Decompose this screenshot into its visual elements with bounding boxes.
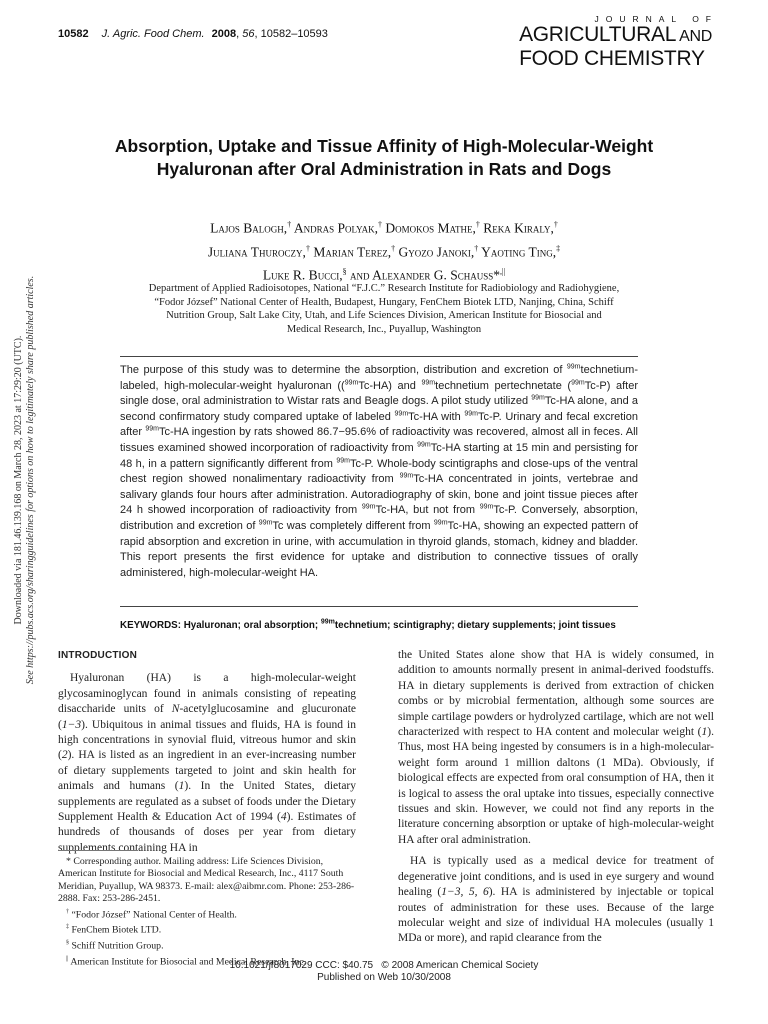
footnote-affiliation: § Schiff Nutrition Group. <box>66 939 164 952</box>
logo-journal-of: JOURNAL OF <box>594 14 718 24</box>
running-head: 10582 J. Agric. Food Chem. 2008, 56, 10582–10593 <box>58 28 328 40</box>
author-name: Luke R. Bucci, <box>262 267 343 283</box>
sharing-guidelines-link[interactable]: See https://pubs.acs.org/sharingguidelines for options on how to legitimately share published articles. <box>25 275 36 685</box>
page-footer <box>0 960 768 984</box>
intro-paragraph: Hyaluronan (HA) is a high-molecular-weight glycosaminoglycan found in animals consisting of repeating disaccharide units of N-acetylglucosamine and glucuronate (1−3). Ubiquitous in animal tissues and fluids, HA is found in high concentrations in synovial fluid, vitreous humor and skin (2). HA is listed as an ingredient in an ever-increasing number of dietary supplements targeted to joint and skin health for animals and humans (1). In the United States, dietary supplements are regulated as a subset of foods under the Dietary Supplement Health & Education Act of 1994 (4). Estimates of hundreds of thousands of doses per year from dietary supplements containing HA in <box>58 672 357 854</box>
author-name: Yaoting Ting, <box>481 244 557 259</box>
publication-date: Published on Web 10/30/2008 <box>317 972 451 983</box>
logo-agricultural: AGRICULTURAL <box>519 23 677 46</box>
author-name: Domokos Mathe, <box>385 220 476 236</box>
doi-copyright: 10.1021/jf8017029 CCC: $40.75 © 2008 American Chemical Society <box>229 960 539 971</box>
abstract: The purpose of this study was to determine the absorption, distribution and excretion of $^{99m}$technetium-labeled, high-molecular-weight hyaluronan (($^{99m}$Tc-HA) and $^{99m}$technetium pertechnetate ($^{99m}$Tc-P) after single dose, oral administration to Wistar rats and Beagle dogs. A pilot study utilized $^{99m}$Tc-HA alone, and a second confirmatory study compared uptake of labeled $^{99m}$Tc-HA with $^{99m}$Tc-P. Urinary and fecal excretion after $^{99m}$Tc-HA ingestion by rats showed 86.7−95.6% of radioactivity was recovered, almost all in feces. All tissues examined showed incorporation of radioactivity from $^{99m}$Tc-HA starting at 15 min and persisting for 48 h, in a pattern significantly different from $^{99m}$Tc-P. Whole-body scintigraphs and close-ups of the ventral chest region showed nonalimentary radioactivity from $^{99m}$Tc-HA concentrated in joints, vertebrae and salivary glands four hours after administration. Autoradiography of skin, bone and joint tissue pieces after 24 h showed incorporation of radioactivity from $^{99m}$Tc-HA, but not from $^{99m}$Tc-P. Conversely, absorption, distribution and excretion of $^{99m}$Tc was completely different from $^{99m}$Tc-HA, showing an expected pattern of rapid absorption and excretion in urine, with accumulation in thyroid glands, stomach, kidney and bladder. This report presents the first evidence for uptake and distribution to connective tissues of orally administered, high-molecular-weight HA. <box>120 363 639 579</box>
footnote-rule <box>58 850 138 851</box>
author-name: Juliana Thuroczy, <box>207 244 306 259</box>
keywords-label: KEYWORDS: <box>120 620 181 631</box>
download-note <box>13 155 37 805</box>
right-column <box>398 648 714 947</box>
footnote-affiliation: † “Fodor József” National Center of Health. <box>66 908 237 920</box>
article-title: Absorption, Uptake and Tissue Affinity of High-Molecular-Weight Hyaluronan after Oral Administration in Rats and Dogs <box>114 136 654 179</box>
abstract-bottom-rule <box>120 606 638 607</box>
author-line-2: Juliana Thuroczy,† Marian Terez,† Gyozo Janoki,† Yaoting Ting,‡ <box>207 243 561 259</box>
journal-volume: 56 <box>242 28 255 40</box>
author-name: Andras Polyak, <box>293 220 378 236</box>
footnotes <box>58 850 356 968</box>
author-name: Marian Terez, <box>313 244 392 259</box>
section-heading: INTRODUCTION <box>58 650 138 661</box>
abstract-top-rule <box>120 356 638 357</box>
keywords: KEYWORDS: Hyaluronan; oral absorption; $^{99m}$technetium; scintigraphy; dietary supplements; joint tissues <box>120 618 616 631</box>
page-number: 10582 <box>58 28 89 40</box>
footnote-corresponding: * Corresponding author. Mailing address: Life Sciences Division, American Institute for Biosocial and Medical Research, Inc., 4117 South Meridian, Puyallup, WA 98373. E-mail: alex@aibmr.com. Phone: 253-286-2888. Fax: 253-286-2451. <box>58 856 355 905</box>
author-list <box>90 215 678 286</box>
footnote-affiliation: ‡ FenChem Biotek LTD. <box>66 924 162 936</box>
author-name: Lajos Balogh, <box>210 220 288 236</box>
journal-year: 2008 <box>211 28 237 40</box>
intro-paragraph: HA is typically used as a medical device for treatment of degenerative joint conditions, and is used in eye surgery and wound healing (1−3, 5, 6). HA is administered by injectable or topical routes of administration for these uses. Because of the large molecular weight and size of individual HA molecules (usually 1 MDa or more), and rapid clearance from the <box>398 855 715 945</box>
footnote-affiliation: || American Institute for Biosocial and Medical Research, Inc. <box>66 955 307 967</box>
journal-logo <box>519 14 718 70</box>
left-column <box>58 648 356 856</box>
author-name: Reka Kiraly, <box>483 220 554 236</box>
logo-and: AND <box>679 28 712 45</box>
author-name: and Alexander G. Schauss* <box>349 267 500 283</box>
logo-food-chemistry: FOOD CHEMISTRY <box>519 47 705 70</box>
download-note-line1: Downloaded via 181.46.139.168 on March 28, 2023 at 17:29:20 (UTC). <box>13 335 24 625</box>
author-name: Gyozo Janoki, <box>398 244 475 259</box>
journal-pages: 10582–10593 <box>260 28 328 40</box>
intro-paragraph: the United States alone show that HA is widely consumed, in addition to amounts normally present in animal-derived foodstuffs. HA in dietary supplements is derived from extraction of chicken combs or by microbial fermentation, although some sources are simple cartilage powders or hydrolyzed cartilage, which are not well characterized with respect to HA content and molecular weight (1). Thus, most HA being ingested by consumers is in a high-molecular-weight form around 1 million daltons (1 MDa). Obviously, if biological effects are expected from oral consumption of HA, then it is logical to assess the oral uptake into tissues, especially connective tissues and skin. However, we could not find any reports in the literature concerning absorption or uptake of high-molecular-weight HA after oral administration. <box>398 649 714 846</box>
author-line-1: Lajos Balogh,† Andras Polyak,† Domokos Mathe,† Reka Kiraly,† <box>210 220 558 236</box>
journal-abbrev: J. Agric. Food Chem. <box>101 28 205 40</box>
affiliation: Department of Applied Radioisotopes, National “F.J.C.” Research Institute for Radiobiology and Radiohygiene, “Fodor József” National Center of Health, Budapest, Hungary, FenChem Biotek LTD, Nanjing, China, Schiff Nutrition Group, Salt Lake City, Utah, and Life Sciences Division, American Institute for Biosocial and Medical Research, Inc., Puyallup, Washington <box>148 283 620 335</box>
author-line-3: Luke R. Bucci,§ and Alexander G. Schauss*,|| <box>262 267 506 283</box>
